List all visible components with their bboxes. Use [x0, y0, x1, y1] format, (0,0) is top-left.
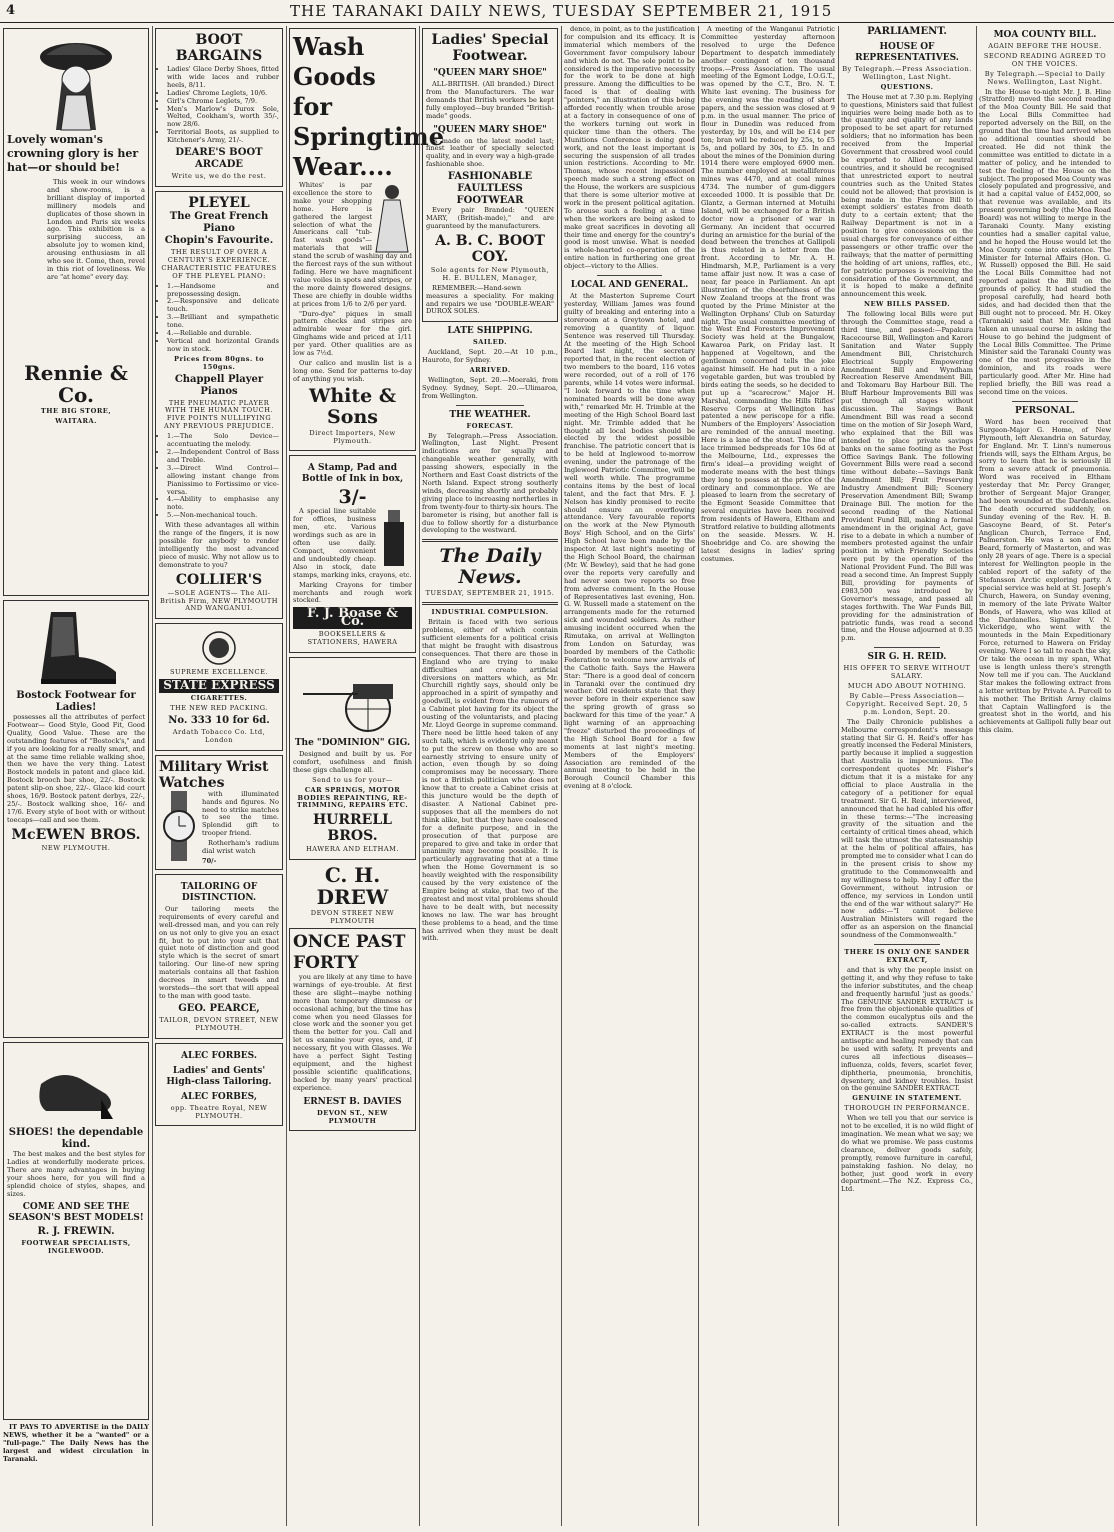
watch-body: with illuminated hands and figures. No need to strike matches to see the time. Splendid gift to trooper friend. [202, 789, 279, 838]
parliament-text: The House met at 7.30 p.m. Replying to questions, Ministers said that fullest inquiries were being made both as to the quantity and quality of any lands proposed to be set apart for returned soldiers; that no information has been received from the Imperial Government that crossbred wool could be exported to Allied or neutral countries, and it should be recognised that unrestricted export to neutral countries such as the United States could not be allowed; that provision is being made in the Finance Bill to exempt soldiers' estates from death duty to a certain extent; that the Railway Department is not in a position to give concessions on the usual charges for conveyance of either passengers or other traffic over the railways; that the matter of permitting the holding of art unions, raffles, etc., for patriotic purposes is receiving the consideration of the Government, and it is hoped to make a definite announcement this week. [841, 92, 973, 299]
mcewen-town: NEW PLYMOUTH. [41, 843, 111, 852]
personal-text: Word has been received that Surgeon-Major G. Home, of New Plymouth, left Alexandria on Saturday, for England. Mr. T. Linn's numerous friends will, says the Eltham Argus, be sorry to learn that he is seriously ill from a severe attack of pneumonia. Word was received in Eltham yesterday that Mr. Percy Granger, brother of Sergeant Major Granger, had been wounded at the Dardanelles. The death occurred suddenly, on Sunday evening of the Rev. H. B. Gascoyne Beard, of St. Peter's Anglican Church, Terrace End, Palmerston. He was a son of Mr. Beard, formerly of Masterton, and was only 28 years of age. There is a special interest for Wellington people in the cabled report of the safety of the Stefansson Arctic exploring party. A special service was held at St. Joseph's Church, Hawera, on Sunday evening, in memory of the late Private Walter Bonds, of Hawera, who was killed at the Dardanelles. Signaller V. N. Vickeridge, who went with the mounteds in the Main Expeditionary Force, returned to Hawera on Friday evening. Were I so tall to reach the sky, Or take the ocean in my span, What use is length unless there's strength Now tell me if you can. The Auckland Star makes the following extract from a letter written by Private A. Purcell to his mother. The British Army claims that Captain Wallingford is the greatest shot in the world, and his achievements at Gallipoli fully bear out this claim. [979, 417, 1111, 735]
state-cig: CIGARETTES. [190, 694, 248, 703]
rennie-heading: Lovely woman's crowning glory is her hat—or should be! [7, 133, 139, 174]
list-item: • 1.—Handsome and prepossessing design. [167, 283, 279, 299]
fashion-heading: FASHIONABLE FAULTLESS FOOTWEAR [447, 171, 533, 207]
rennie-store: THE BIG STORE, [40, 406, 112, 415]
deare-advert [155, 28, 283, 187]
wash-heading: Wash Goods for Springtime Wear.... [293, 32, 444, 181]
wrist-watch-illustration [159, 791, 199, 861]
list-item: • 2.—Responsive and delicate touch. [167, 298, 279, 314]
column-8 [979, 26, 1111, 1526]
column-2 [155, 26, 283, 1526]
chappell-point-list [159, 433, 279, 520]
pleyel-name: PLEYEL [188, 194, 250, 211]
list-item: • 2.—Independent Control of Bass and Treble. [167, 449, 279, 465]
abc-note: REMEMBER:—Hand-sewn measures a speciality. For making and repairs we use "DOUBLE-WEAR" DUROX SOLES. [426, 283, 554, 316]
list-item: • 3.—Brilliant and sympathetic tone. [167, 314, 279, 330]
abc-sub: Sole agents for New Plymouth, H. E. BULLEN, Manager, [430, 265, 550, 282]
drew-address: DEVON STREET NEW PLYMOUTH [310, 909, 395, 926]
forecast-label: FORECAST. [466, 421, 514, 430]
moa-heading: MOA COUNTY BILL. [993, 30, 1097, 40]
genuine-sub: THOROUGH IN PERFORMANCE. [844, 1104, 970, 1113]
parliament-heading: PARLIAMENT. [867, 26, 947, 37]
pearce-advert [155, 874, 283, 1039]
rennie-body: This week in our windows and show-rooms, is a brilliant display of imported millinery models and duplicates of those shown in London and Paris six weeks ago. This exhibition is a surprising success, an absolute joy to women kind, arousing enthusiasm in all who see it. Come, then, revel in this riot of loveliness. We are "at home" every day. [47, 178, 145, 281]
pleyel-result: THE RESULT OF OVER A CENTURY'S EXPERIENCE. CHARACTERISTIC FEATURES OF THE PLEYEL PIANO: [161, 247, 277, 280]
reid-sub-1: HIS OFFER TO SERVE WITHOUT SALARY. [843, 664, 971, 681]
list-item: • Girl's Chrome Leglets, 7/9. [167, 98, 279, 106]
divider [422, 539, 558, 542]
sailed-label: SAILED. [473, 338, 507, 347]
moa-sub-2: SECOND READING AGREED TO ON THE VOICES. [983, 51, 1107, 68]
boase-sub: BOOKSELLERS & STATIONERS, HAWERA [307, 630, 398, 647]
hurrell-town: HAWERA AND ELTHAM. [306, 845, 399, 854]
reid-text: The Daily Chronicle publishes a Melbourne correspondent's message stating that Sir G. H. Reid's offer has greatly incensed the Federal Ministers, partly because it implied a suggestion that Australia is impecunious. The correspondent quotes Mr. Fisher's dictum that it is a mistake for any official to place Australia in the category of a petitioner for equal treatment. Sir G. H. Reid, interviewed, announced that he had cabled his offer in these terms:—"The increasing gravity of the situation and the certainty of critical times ahead, which will task the utmost the statesmanship at the helm of political affairs, has prompted me to consider what I can do in the present crisis to show my gratitude to the Commonwealth and my willingness to help. May I offer the Government, without intrusion or offence, my services in London until the end of the war without salary?" He now adds:—"I cannot believe Australian Ministers will regard the offer as an aspersion on the financial soundness of the Commonwealth." [841, 717, 973, 940]
local-text: At the Masterton Supreme Court yesterday, William James was found guilty of breaking and entering into a storeroom at a Greytown hotel, and removing a quantity of liquor. Sentence was reserved till Thursday. At the meeting of the High School Board last night, the secretary reported that, in the recent election of two members to the board, 116 votes were recorded, out of a roll of 176 parents, while 14 votes were informal. "I look forward to the time when nominated boards will be done away with," remarked Mr. H. Trimble at the meeting of the High School Board last night. Mr. Trimble added that he thought all local bodies should be elected by the widest possible franchise. The patriotic concert that is to be held at Inglewood to-morrow evening, under the patronage of the Inglewood Patriotic Committee, will be well worth while. The programme contains items by the best of local talent, and the fact that Mrs. F. J. Nelson has kindly promised to recite should ensure an overflowing attendance. Very favourable reports on the work at the New Plymouth Boys' High School, and on the Girls' High School have been made by the inspector. At last night's meeting of the High School Board, the chairman (Mr. W. Bewley), said that he had gone over the reports very carefully and had never seen two reports so free from adverse comment. In the House of Representatives last evening, Hon. G. W. Russell made a statement on the arrangements made for the returned sick and wounded soldiers. As rather amusing incident occurred when the Rimutaka, on arrival at Wellington from London on Saturday, was boarded by members of the Catholic Federation to welcome new arrivals of the Catholic faith. Says the Hawera Star: "There is a good deal of concern in Taranaki over the continued dry weather. Old residents state that they never before in their experience saw the spring growth of grass so backward for this time of the year." A light warning of an approaching "freeze" disturbed the proceedings of the High School Board for a few moments at last night's meeting. Members of the Employers' Association are reminded of the annual meeting to be held in the Borough Council Chamber this evening at 8 o'clock. [564, 292, 695, 791]
column-6 [701, 26, 835, 1526]
gig-carriage-illustration [298, 664, 408, 734]
pleyel-prices: Prices from 80gns. to 150gns. [174, 354, 264, 371]
drew-name: C. H. DREW [316, 863, 389, 910]
bostock-body: possesses all the attributes of perfect Footwear— Good Style, Good Fit, Good Quality, Good Value. These are the outstanding features of "Bostock's," and if you are looking for a really smart, and at the same time reliable walking shoe, then we have the very thing. Latest Bostock models in patent and glace kid. Bostock brooch bar shoe, 22/-. Bostock patent slip-on shoe, 22/-. Glace kid court shoes, 16/9. Bostock patent derbys, 22/-, 25/-. Bostock walking shoe, 16/- and 17/6. Every style of boot with or without toecaps—call and see them. [7, 713, 145, 824]
pleyel-sub: The Great French Piano [169, 210, 269, 234]
sander-heading: THERE IS ONLY ONE SANDER EXTRACT, [844, 948, 970, 964]
reid-sub-2: MUCH ADO ABOUT NOTHING. [847, 682, 967, 691]
wash-duro: "Duro-dye" piques in small pattern checks and stripes are admirable wear for the girl. Ginghams wide and priced at 1/11 per yard. Other qualities are as low as 7½d. [293, 309, 412, 358]
state-number: No. 333 10 for 6d. [168, 714, 270, 726]
shipping-heading: LATE SHIPPING. [447, 326, 533, 337]
forbes-heading: Ladies' and Gents' High-class Tailoring. [166, 1065, 272, 1087]
pleyel-advert [155, 191, 283, 619]
list-item: • Men's Marlow's Durox Sole, Welted, Cookham's, worth 35/-, now 28/6. [167, 106, 279, 130]
moa-text: In the House to-night Mr. J. B. Hine (Stratford) moved the second reading of the Moa County Bill. He said that the Local Bills Committee had reported adversely on the Bill, on the ground that the time had arrived when no additional counties should be created. He did not think the committee was entitled to dictate in a matter of policy, and he intended to test the feeling of the House on the subject. The proposed Moa County was closely populated and progressive, and it had a capital value of £452,000, so that revenue was available, and its present governing body (the Moa Road Board) was not willing to merge in the Taranaki County. Many existing counties had a smaller capital value, and he hoped the House would let the Moa County come into existence. The Minister for Internal Affairs (Hon. G. W. Russell) opposed the Bill. He said the Local Bills Committee had not reported against the Bill on the grounds of policy. It had studied the proposal carefully, had heard both sides, and had decided then that the Bill ought not to proceed. Mr. H. Okey (Taranaki) said that Mr. Hine had taken an unusual course in asking the House to go behind the judgment of the Local Bills Committee. The Prime Minister said the Taranaki County was one of the most progressive in the dominion, and its roads were particularly good. After Mr. Hine had replied briefly, the Bill was read a second time on the voices. [979, 87, 1111, 396]
list-item: • Territorial Boots, as supplied to Kitchener's Army, 21/-. [167, 129, 279, 145]
state-pack: THE NEW RED PACKING. [170, 704, 268, 713]
weather-heading: THE WEATHER. [449, 409, 531, 420]
watch-brand: Rotherham's radium dial wrist watch [202, 839, 279, 856]
forbes-top: ALEC FORBES. [181, 1050, 257, 1061]
white-sons-name: White & Sons [308, 384, 396, 428]
arrived-label: ARRIVED. [469, 366, 511, 375]
collier-sub: —SOLE AGENTS— The All-British Firm, NEW PLYMOUTH AND WANGANUI. [160, 588, 278, 613]
divider [1012, 401, 1078, 402]
column-7 [841, 26, 973, 1526]
parliament-dateline: By Telegraph.—Press Association. Wellington, Last Night. [842, 65, 972, 81]
watch-advert [155, 755, 283, 870]
divider [874, 647, 940, 648]
column-4 [422, 26, 558, 1526]
pearce-heading: TAILORING OF DISTINCTION. [180, 881, 258, 903]
frewin-heading: SHOES! the dependable kind. [8, 1127, 144, 1150]
seal-icon [189, 630, 249, 666]
pearce-body: Our tailoring meets the requirements of every careful and well-dressed man, and you can rely on us not only to give you an exact fit, but to put into your suit that quiet note of distinction and good style which is the secret of smart tailoring. Our line-of new spring materials contains all that fashion decrees in smart tweeds and worsteds—the sort that will appeal to the man with good taste. [159, 904, 279, 1000]
newspaper-title: THE TARANAKI DAILY NEWS, TUESDAY SEPTEMBER 21, 1915 [290, 2, 833, 20]
column-rule [152, 26, 153, 1526]
mcewen-name: McEWEN BROS. [11, 826, 141, 843]
gig-services: CAR SPRINGS, MOTOR BODIES REPAINTING, RE-TRIMMING, REPAIRS ETC. [296, 785, 409, 810]
footwear-advert [422, 28, 558, 322]
chappell-body: With these advantages all within the range of the fingers, it is now possible for anybody to render intelligently the most advanced piece of music. Why not allow us to demonstrate to you? [159, 521, 279, 569]
frewin-body: The best makes and the best styles for Ladies at wonderfully moderate prices. There are many advantages in buying your shoes here, for you will find a splendid choice of styles, shapes, and sizes. [7, 1150, 145, 1198]
qms-body-1: ALL-BRITISH. (All branded.) Direct from the Manufacturers. The war demands that British workers be kept fully employed—buy branded "British-made" goods. [426, 80, 554, 120]
ladies-heading: Ladies' Special Footwear. [431, 32, 549, 64]
list-item: • 3.—Direct Wind Control—allowing instant change from Pianissimo to Fortissimo or vice-versa. [167, 465, 279, 497]
wash-body: Whites' is par excellence the store to make your shopping home. Here is gathered the largest selection of what the Americans call "tub-fast wash goods"—materials that will stand the scrub of washing day and the fiercest rays of the sun without fading. Here we have magnificent value voiles in spots and stripes, or the more dainty flowered designs. These are chiefly in double widths at prices from 1/6 to 2/6 per yard. [293, 181, 412, 308]
qms-title-2: "QUEEN MARY SHOE" [433, 124, 547, 135]
column-rule [976, 26, 977, 1526]
lady-figure-illustration [372, 182, 412, 252]
list-item: • 1.—The Solo Device—accentuating the melody. [167, 433, 279, 449]
column-1 [3, 26, 149, 1526]
reid-dateline: By Cable—Press Association—Copyright. Received Sept. 20, 5 p.m. London, Sept. 20. [846, 691, 968, 716]
watch-heading: Military Wrist Watches [159, 758, 269, 791]
watch-price: 70/- [202, 857, 217, 865]
divider [422, 602, 558, 605]
davies-address: DEVON ST., NEW PLYMOUTH [317, 1108, 388, 1125]
gig-advert [289, 657, 416, 860]
list-item: • 4.—Ability to emphasise any note. [167, 496, 279, 512]
bills-text: The following local Bills were put through the Committee stage, read a third time, and passed:—Papakura Racecourse Bill, Wellington and Karori Sanitation and Water Supply Amendment Bill, Christchurch Electrical Supply Empowering Amendment Bill and Wyndham Recreation Reserve Amendment Bill, and Tokomaru Bay Harbour Bill. The Bluff Harbour Improvements Bill was put through all stages without discussion. The Savings Bank Amendment Bill was read a second time on the motion of Sir Joseph Ward, who explained that the Bill was intended to place private savings banks on the same footing as the Post Office Savings Bank. The following Government Bills were read a second time without debate:—Savings Bank Amendment Bill; Fruit Preserving Industry Amendment Bill; Scenery Preservation Amendment Bill; Swamp Drainage Bill. The motion for the second reading of the National Provident Fund Bill, making a formal amendment in the original Act, gave rise to a debate in which a number of members protested against the unfair position in which Friendly Societies were put by the operation of the National Provident Fund. The Bill was read a second time. An Imprest Supply Bill, providing for payments of £983,500 was introduced by Governor's message, and passed all stages forthwith. The War Funds Bill, providing for the administration of patriotic funds, was read a second time, and the House adjourned at 0.35 p.m. [841, 310, 973, 643]
pleyel-fav: Chopin's Favourite. [164, 234, 274, 246]
forbes-advert [155, 1043, 283, 1127]
boot-illustration [31, 607, 121, 687]
sailed-text: Auckland, Sept. 20.—At 10 p.m., Hauroto, for Sydney. [422, 348, 558, 365]
stamp-price: 3/- [338, 486, 367, 509]
collier-name: COLLIER'S [175, 571, 263, 588]
editorial-text: Britain is faced with two serious problems, either of which contain sufficient elements for a political crisis that might be fraught with disastrous consequences. That there are those in England who are trying to make difficulties and create artificial diversions on matters which, as Mr. Churchill rightly says, should only be approached in a spirit of sympathy and goodwill, is evident from the rumours of a Cabinet plot having for its object the ousting of the voluntarists, and placing Mr. Lloyd George in supreme command. There need be little heed taken of any such talk, which is evidently only meant to put the screw on those who are so earnestly striving to ensure unity of action, even though by so doing compromises may be necessary. There is not a British politician who does not know that to create a Cabinet crisis at this juncture would be the depth of disaster. A National Cabinet pre-supposes that all the members do not think alike, but that they have coalesced for a definite purpose, and in the prosecution of that purpose are prepared to give and take in order that unanimity may become possible. It is particularly aggravating that at a time when the Home Government is so heavily weighted with the responsibility caused by the very existence of the Empire being at stake, that two of the greatest and most vital problems should have to be dealt with, but necessity knows no law. The war has brought these problems to a head, and the time has arrived when they must be dealt with. [422, 618, 558, 943]
ink-bottle-illustration [376, 508, 412, 568]
masthead [0, 0, 1114, 23]
list-item: • 5.—Non-mechanical touch. [167, 512, 279, 520]
list-item: • 4.—Reliable and durable. [167, 330, 279, 338]
local-continued: A meeting of the Wanganui Patriotic Committee yesterday afternoon resolved to urge the Defence Department to despatch immediately another contingent of ten thousand troops.—Press Association. The usual meeting of the Egmont Lodge, I.O.G.T., was opened by the C.T., Bro. N. T. White last evening. The business for the evening was the reading of short papers, and the session was closed at 9 p.m. in the usual manner. The price of flour in Dunedin was reduced from yesterday, by 10s, and will be £14 per ton; bran will be reduced by 25s, to £5 5s, and pollard by 30s, to £5. In and about the mines of the Dominion during 1914 there were employed 6900 men. The number employed at metalliferous mines was 4470, and at coal mines 4734. The number of gum-diggers exceeded 1000. It is possible that Dr. Glantz, a German interned at Motuihi Island, will be exchanged for a British doctor now a prisoner of war in Germany. An incident that occurred during an armistice for the burial of the dead between the trenches at Gallipoli is thus related in a letter from the front. According to Mr. A. H. Hindmarsh, M.P., Parliament is a very tame affair just now. It was a case of near, far peace in Parliament. An apt illustration of the cheerfulness of the New Zealand troops at the front was quoted by the Prime Minister at the Wellington Orphans' Club on Saturday night. The usual committee meeting of the West End Foresters Improvement Society was held at the Bungalow, Kawaroa Park, on Friday last. It happened at Vogeltown, and the gentleman concerned tells the joke against himself. He had put in a nice vegetable garden, but was troubled by birds eating the seeds, so he decided to put up a "scarecrow." Major H. Marshal, commanding the Hills Rifles' Reserve Corps at Wellington has patented a new periscope for a rifle. Numbers of the Employers' Association are reminded of the annual meeting. Here is a lane of the stoat. The line of lace trimmed bedspreads for 10s 6d at the Melbourne, Ltd., expresses the firm's ideal—a providing weight of moderate means with the best things they long to possess at the price of the ordinary and commonplace. We are pleased to learn from the secretary of the Egmont Seaside Committee that several enquiries have been received from residents of Hawera, Eltham and Stratford relative to building allotments on the seaside. Messrs. W. H. Shoebridge and Co. are showing the latest designs in ladies' spring costumes. [701, 25, 835, 563]
reid-heading: SIR G. H. REID. [867, 652, 947, 663]
paper-date: TUESDAY, SEPTEMBER 21, 1915. [425, 589, 555, 598]
rennie-name: Rennie & Co. [24, 360, 128, 407]
sander-text: and that is why the people insist on getting it, and why they refuse to take the inferior substitutes, and the cheap and frequently harmful 'just as goods.' The GENUINE SANDER EXTRACT is free from the objectionable qualities of the common eucalyptus oils and the so-called extracts. SANDER'S EXTRACT is the most powerful antiseptic and healing remedy that can be used with safety. It prevents and cures all infectious diseases—influenza, colds, fevers, scarlet fever, diphtheria, pneumonia, bronchitis, dysentery, and kidney troubles. Insist on the genuine SANDER EXTRACT. [841, 965, 973, 1093]
editorial-continued: dence, in point, as to the justification for compulsion and its efficacy. It is immaterial which members of the Government favor compulsory labour and which do not. The sole point to be considered is the imperative necessity for the work to be done at high pressure. Among the difficulties to be faced is that of dealing with "pointers," an illustration of this being afforded recently when trouble arose at a factory in consequence of one of the workers turning out work in quicker time than the others. The Munitions Conference is doing good work, and not the least important is securing the suspension of all trades union restrictions. According to Mr. Thomas, whose recent impassioned speech made such a strong effect on the House, the workers are suspicious that there is some ulterior motive at work in the present political agitation. To arouse such a feeling at a time when the workers are being asked to make great sacrifices in devoting all their time and energy for the country's good is most unwise. What is needed is whole-hearted co-operation of the entire nation in furthering one great object—victory to the Allies. [564, 25, 695, 271]
paper-name: The Daily News. [439, 545, 541, 589]
list-item: • Ladies' Glace Derby Shoes, fitted with wide laces and rubber heels, 8/11. [167, 66, 279, 90]
frewin-cta: COME AND SEE THE SEASON'S BEST MODELS! [8, 1202, 144, 1224]
rennie-advert [3, 28, 149, 596]
deare-tag: Write us, we do the rest. [171, 172, 267, 181]
forty-body: you are likely at any time to have warnings of eye-trouble. At first these are slight—maybe nothing more than temporary dimness or occasional aching, but the time has come when you need Glasses for close work and the sooner you get them the better for you. Call and let us examine your eyes, and, if necessary, fit you with Glasses. We have a perfect Sight Testing equipment, and the highest possible scientific qualifications, backed by many years' practical experience. [293, 973, 412, 1092]
stamp-heading: A Stamp, Pad and Bottle of Ink in box, [301, 463, 404, 485]
questions-label: QUESTIONS. [880, 82, 934, 91]
boase-name: F. J. Boase & Co. [293, 607, 412, 629]
stamp-body: A special line suitable for offices, business men, etc. Various wordings such as are in often use daily. Compact, convenient and undoubtedly cheap. Also in stock, date stamps, marking inks, crayons, etc. [293, 507, 412, 579]
rennie-town: WAITARA. [55, 416, 97, 425]
advert-notice: IT PAYS TO ADVERTISE in the DAILY NEWS, whether it be a "wanted" or a "full-page." The Daily News has the largest and widest circulation in Taranaki. [3, 1423, 149, 1463]
state-tag: SUPREME EXCELLENCE. [170, 668, 268, 677]
chappell-name: Chappell Player Pianos [174, 373, 264, 397]
gig-heading: The "DOMINION" GIG. [294, 737, 411, 748]
wash-calico: Our calico and muslin list is a long one. Send for patterns to-day of anything you wish. [293, 358, 412, 383]
column-rule [419, 26, 420, 1526]
pearce-name: GEO. PEARCE, [178, 1002, 260, 1014]
list-item: • Ladies' Chrome Leglets, 10/6. [167, 90, 279, 98]
stamp-advert [289, 455, 416, 653]
list-item: • Vertical and horizontal Grands now in stock. [167, 338, 279, 354]
personal-heading: PERSONAL. [1014, 405, 1076, 416]
shoe-illustration [31, 1049, 121, 1124]
abc-name: A. B. C. BOOT COY. [435, 232, 545, 265]
local-heading: LOCAL AND GENERAL. [570, 280, 689, 291]
genuine-heading: GENUINE IN STATEMENT. [852, 1094, 962, 1103]
forty-advert [289, 928, 416, 1131]
pearce-address: TAILOR, DEVON STREET, NEW PLYMOUTH. [159, 1015, 279, 1032]
genuine-text: When we tell you that our service is not to be excelled, it is no wild flight of imagination. We mean what we say; we do what we promise. We pass customs clearance, deliver goods safely, promptly, remove furniture in careful, painstaking fashion. No delay, no bother, just good work in every department.—The N.Z. Express Co., Ltd. [841, 1114, 973, 1194]
column-3 [289, 26, 444, 1526]
column-rule [838, 26, 839, 1526]
frewin-name: R. J. FREWIN. [37, 1226, 115, 1238]
column-5 [564, 26, 695, 1526]
qms-title: "QUEEN MARY SHOE" [433, 68, 547, 78]
arrived-text: Wellington, Sept. 20.—Moeraki, from Sydney. Sydney, Sept. 20.—Ulimaroa, from Wellington. [422, 375, 558, 400]
column-rule [698, 26, 699, 1526]
forbes-name: ALEC FORBES, [181, 1091, 257, 1102]
deare-name: DEARE'S BOOT ARCADE [175, 147, 263, 171]
bostock-heading: Bostock Footwear for Ladies! [16, 690, 136, 713]
frewin-tag: FOOTWEAR SPECIALISTS, INGLEWOOD. [21, 1239, 131, 1256]
bills-heading: NEW BILLS PASSED. [863, 300, 951, 309]
white-sons-sub: Direct Importers, New Plymouth. [309, 428, 396, 445]
gig-send: Send to us for your— [312, 775, 393, 784]
deare-item-list [159, 66, 279, 145]
bostock-advert [3, 600, 149, 1038]
divider [597, 275, 663, 276]
qms-body-2: is made on the latest model last; finest leather of specially selected quality, and in every way a high-grade fashionable shoe. [426, 136, 554, 169]
house-heading: HOUSE OF REPRESENTATIVES. [855, 42, 959, 63]
page-number: 4 [6, 3, 16, 18]
forty-heading: ONCE PAST FORTY [293, 932, 406, 974]
state-express-advert [155, 623, 283, 750]
stamp-marking: Marking Crayons for timber merchants and rough work stocked. [293, 580, 412, 605]
deare-heading: BOOT BARGAINS [175, 32, 263, 64]
lady-hat-illustration [36, 35, 116, 130]
davies-name: ERNEST B. DAVIES [303, 1096, 402, 1107]
pleyel-feature-list [159, 283, 279, 354]
state-name: STATE EXPRESS [159, 679, 279, 693]
editorial-heading: INDUSTRIAL COMPULSION. [431, 608, 549, 617]
divider [874, 944, 940, 945]
column-rule [286, 26, 287, 1526]
divider [456, 405, 524, 406]
chappell-sub: THE PNEUMATIC PLAYER WITH THE HUMAN TOUCH. FIVE POINTS NULLIFYING ANY PREVIOUS PREJUDICE. [164, 398, 274, 431]
whites-advert [289, 28, 444, 451]
weather-text: By Telegraph.—Press Association. Wellington, Last Night. Present indications are for squally and changeable weather generally, with passing showers, especially in the Northern and East Coast districts of the North Island. Expect strong southerly winds, decreasing shortly and probably giving place to increasing northerlies in from twenty-four to thirty-six hours. The barometer is rising, but another fall is due to follow shortly for a disturbance developing to the westward. [422, 431, 558, 535]
gig-body: Designed and built by us. For comfort, usefulness and finish these gigs challenge all. [293, 749, 412, 774]
state-maker: Ardath Tobacco Co. Ltd, London [172, 727, 266, 744]
moa-dateline: By Telegraph.—Special to Daily News. Wellington, Last Night. [984, 69, 1106, 86]
moa-sub-1: AGAIN BEFORE THE HOUSE. [988, 42, 1102, 50]
fashion-body: Every pair Branded: "QUEEN MARY, (British-made)," and are guaranteed by the manufacturers. [426, 206, 554, 230]
frewin-advert [3, 1042, 149, 1420]
forbes-address: opp. Theatre Royal, NEW PLYMOUTH. [170, 1103, 268, 1120]
column-rule [561, 26, 562, 1526]
hurrell-name: HURRELL BROS. [312, 812, 393, 845]
